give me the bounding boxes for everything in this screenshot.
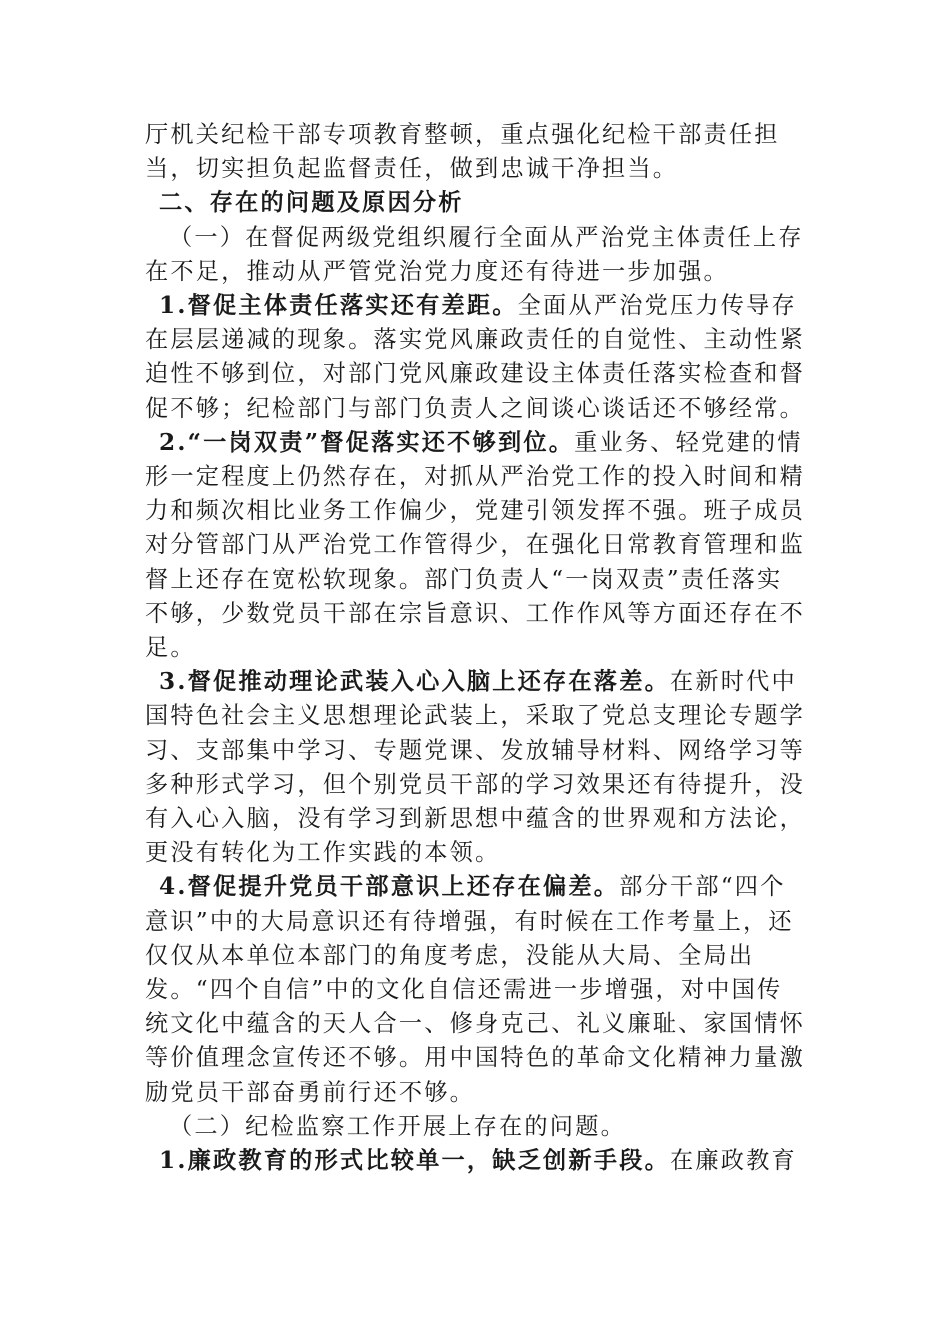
- subsection-2: （二）纪检监察工作开展上存在的问题。: [169, 1112, 626, 1140]
- item-3-body: 在新时代中国特色社会主义思想理论武装上，采取了党总支理论专题学习、支部集中学习、专题党课、发放辅导材料、网络学习等多种形式学习，但个别党员干部的学习效果还有待提升，没有入心入脑，没有学习到新思想中蕴含的世界观和方法论，更没有转化为工作实践的本领。: [145, 668, 806, 867]
- item-2-lead: 2.“一岗双责”督促落实还不够到位。: [159, 428, 575, 456]
- item-2-body: 重业务、轻党建的情形一定程度上仍然存在，对抓从严治党工作的投入时间和精力和频次相比业务工作偏少，党建引领发挥不强。班子成员对分管部门从严治党工作管得少，在强化日常教育管理和监督上还存在宽松软现象。部门负责人“一岗双责”责任落实不够，少数党员干部在宗旨意识、工作作风等方面还存在不足。: [145, 428, 806, 662]
- document-page: [145, 118, 807, 1178]
- item-2: [145, 426, 807, 665]
- section-heading-problems: 二、存在的问题及原因分析: [159, 189, 464, 217]
- item-5: [145, 1144, 807, 1178]
- paragraph-intro: 厅机关纪检干部专项教育整顿，重点强化纪检干部责任担当，切实担负起监督责任，做到忠诚干净担当。: [145, 121, 780, 183]
- item-4: [145, 870, 807, 1109]
- item-5-lead: 1.廉政教育的形式比较单一，缺乏创新手段。: [159, 1147, 670, 1175]
- item-5-body: 在廉政教育: [669, 1147, 797, 1175]
- item-3-lead: 3.督促推动理论武装入心入脑上还存在落差。: [159, 668, 670, 696]
- item-1: [145, 289, 807, 426]
- item-1-lead: 1.督促主体责任落实还有差距。: [159, 292, 518, 320]
- subsection-1: （一）在督促两级党组织履行全面从严治党主体责任上存在不足，推动从严管党治党力度还有待进一步加强。: [145, 223, 804, 285]
- item-1-body: 全面从严治党压力传导存在层层递减的现象。落实党风廉政责任的自觉性、主动性紧迫性不够到位，对部门党风廉政建设主体责任落实检查和督促不够；纪检部门与部门负责人之间谈心谈话还不够经常。: [145, 292, 806, 422]
- item-4-body: 部分干部“四个意识”中的大局意识还有待增强，有时候在工作考量上，还仅仅从本单位本部门的角度考虑，没能从大局、全局出发。“四个自信”中的文化自信还需进一步增强，对中国传统文化中蕴含的天人合一、修身克己、礼义廉耻、家国情怀等价值理念宣传还不够。用中国特色的革命文化精神力量激励党员干部奋勇前行还不够。: [145, 873, 806, 1106]
- item-4-lead: 4.督促提升党员干部意识上还存在偏差。: [159, 873, 620, 901]
- item-3: [145, 665, 807, 870]
